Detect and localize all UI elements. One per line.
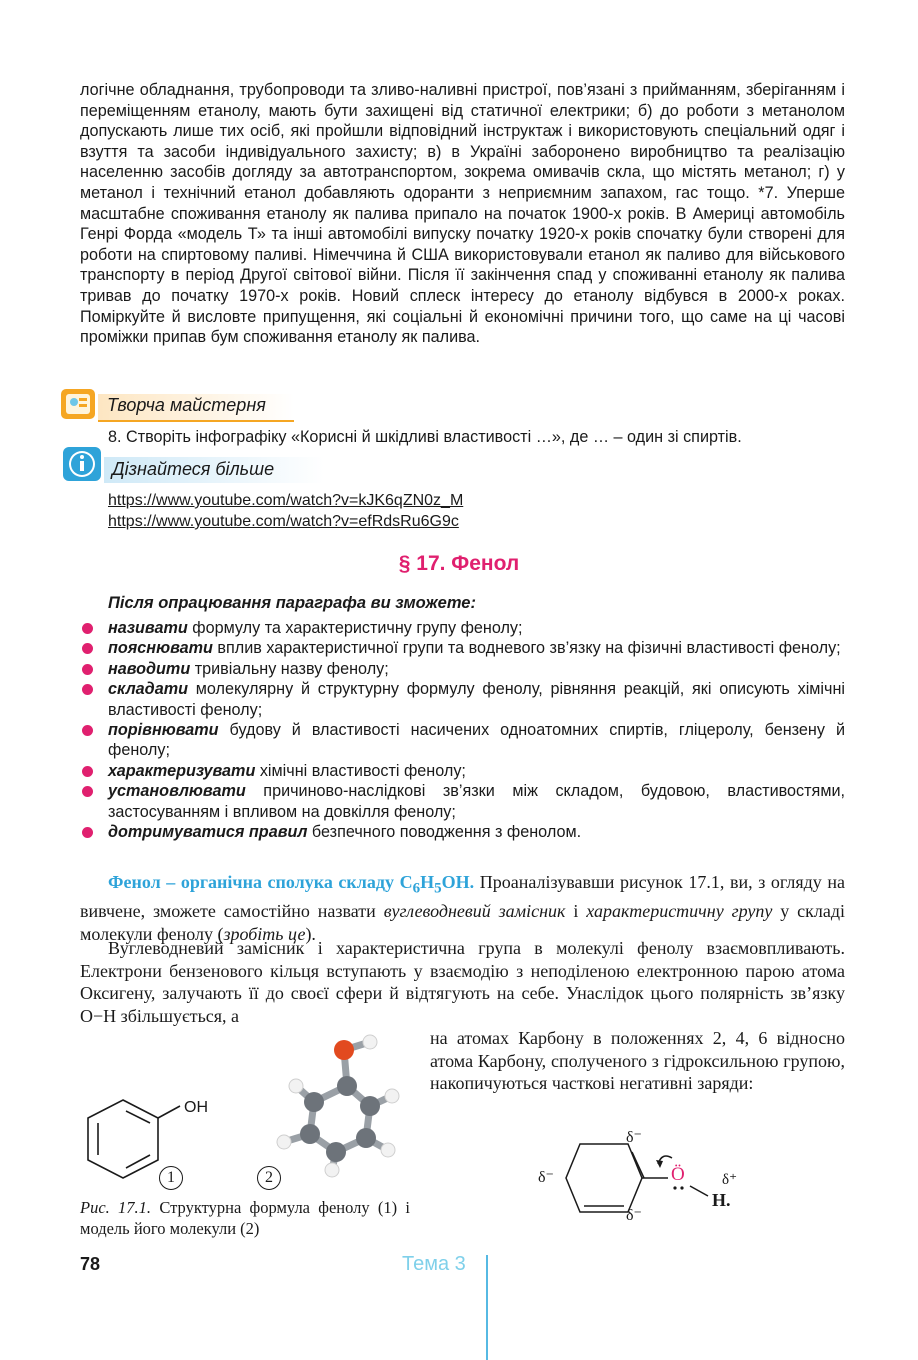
definition-paragraph: Фенол – органічна сполука складу $C_6H_5OH$. Проаналізувавши рисунок 17.1, ви, з огляду на вивчене, зможете самостійно назвати вуглеводневий замісник і характеристичну групу у складі молекули фенолу (зробіть це). <box>80 872 845 944</box>
oxygen-atom: Ö <box>671 1164 685 1185</box>
bullet-icon <box>82 664 93 675</box>
delta-minus-left: δ⁻ <box>538 1169 554 1186</box>
bullet-icon <box>82 643 93 654</box>
info-icon <box>62 446 102 482</box>
list-item: характеризувати хімічні властивості фенолу; <box>80 761 845 781</box>
creative-task: 8. Створіть інфографіку «Корисні й шкідливі властивості …», де … – один зі спиртів. <box>108 428 742 446</box>
figure-caption: Рис. 17.1. Структурна формула фенолу (1) і модель його молекули (2) <box>80 1198 411 1238</box>
bullet-icon <box>82 786 93 797</box>
list-item: наводити тривіальну назву фенолу; <box>80 659 845 679</box>
bullet-icon <box>82 766 93 777</box>
footer-divider <box>486 1255 488 1360</box>
delta-minus-top: δ⁻ <box>626 1129 642 1146</box>
list-item: називати формулу та характеристичну групу фенолу; <box>80 618 845 638</box>
bullet-icon <box>82 725 93 736</box>
list-item: установлювати причиново-наслідкові зв’язки між складом, будовою, властивостями, застосуванням і впливом на довкілля фенолу; <box>80 781 845 822</box>
page-number: 78 <box>80 1254 101 1274</box>
body-paragraph-continued: на атомах Карбону в положеннях 2, 4, 6 відносно атома Карбону, сполученого з гідроксильною групою, накопичуються часткові негативні заряди: <box>430 1028 845 1094</box>
bullet-icon <box>82 623 93 634</box>
oh-label: OH <box>184 1099 208 1116</box>
paragraph-title: § 17. Фенол <box>398 552 520 575</box>
objectives-title: Після опрацювання параграфа ви зможете: <box>108 594 476 612</box>
delta-plus: δ⁺ <box>722 1172 737 1188</box>
intro-paragraph: логічне обладнання, трубопроводи та зливо-наливні пристрої, пов’язані з прийманням, зберіганням і переміщенням етанолу, мають бути захищені від статичної електрики; б) до роботи з метанолом допускають лише тих осіб, які пройшли відповідний інструктаж і використовують спеціальний одяг і взуття та засоби індивідуального захисту; в) в Україні заборонено виробництво та реалізацію населенню засобів догляду за автотранспортом, зокрема омивачів скла, що містять метанол; г) у метанол і технічний етанол добавляють одоранти з неприємним запахом, гас тощо. *7. Уперше масштабне споживання етанолу як палива припало на початок 1900-х років. В Америці автомобіль Генрі Форда «модель Т» та інші автомобілі випуску початку 1920-х років спочатку були створені для роботи на спиртовому паливі. Німеччина й США використовували етанол як паливо для військового транспорту в період Другої світової війни. Після її закінчення спад у споживанні етанолу як палива тривав до початку 1970-х років. Новий сплеск інтересу до етанолу відбувся в 2000-х роках. Поміркуйте й висловте припущення, які соціальні й економічні причини того, що саме на ці часові проміжки припав бум споживання етанолу як палива. <box>80 81 845 347</box>
creative-workshop-icon <box>60 388 96 420</box>
list-item: порівнювати будову й властивості насичених одноатомних спиртів, гліцеролу, бензену й фенолу; <box>80 720 845 761</box>
youtube-link-2[interactable]: https://www.youtube.com/watch?v=efRdsRu6G9c <box>108 513 459 530</box>
learn-more-links <box>108 490 463 532</box>
list-item: складати молекулярну й структурну формулу фенолу, рівняння реакцій, які описують хімічні властивості фенолу; <box>80 679 845 720</box>
body-paragraph: Вуглеводневий замісник і характеристична група в молекулі фенолу взаємовпливають. Електрони бензенового кільця вступають у взаємодію з неподіленою електронною парою атома Оксигену, залучають її до своєї сфери й відтягують на себе. Унаслідок цього полярність зв’язку O−H збільшується, а <box>80 938 845 1026</box>
list-item: дотримуватися правил безпечного поводження з фенолом. <box>80 822 845 842</box>
bullet-icon <box>82 684 93 695</box>
phenol-molecule-model <box>262 1028 412 1178</box>
delta-minus-bottom: δ⁻ <box>626 1207 642 1224</box>
figure-number-2: 2 <box>257 1166 281 1190</box>
bullet-icon <box>82 827 93 838</box>
figure-number-1: 1 <box>159 1166 183 1190</box>
youtube-link-1[interactable]: https://www.youtube.com/watch?v=kJK6qZN0z_M <box>108 492 464 509</box>
learn-more-heading: Дізнайтеся більше <box>112 459 275 479</box>
topic-label: Тема 3 <box>402 1253 466 1275</box>
hydrogen-atom: H. <box>712 1190 731 1210</box>
objectives-list <box>80 618 845 842</box>
list-item: пояснювати вплив характеристичної групи та водневого зв’язку на фізичні властивості фенолу; <box>80 638 845 658</box>
creative-workshop-heading: Творча майстерня <box>107 395 266 415</box>
